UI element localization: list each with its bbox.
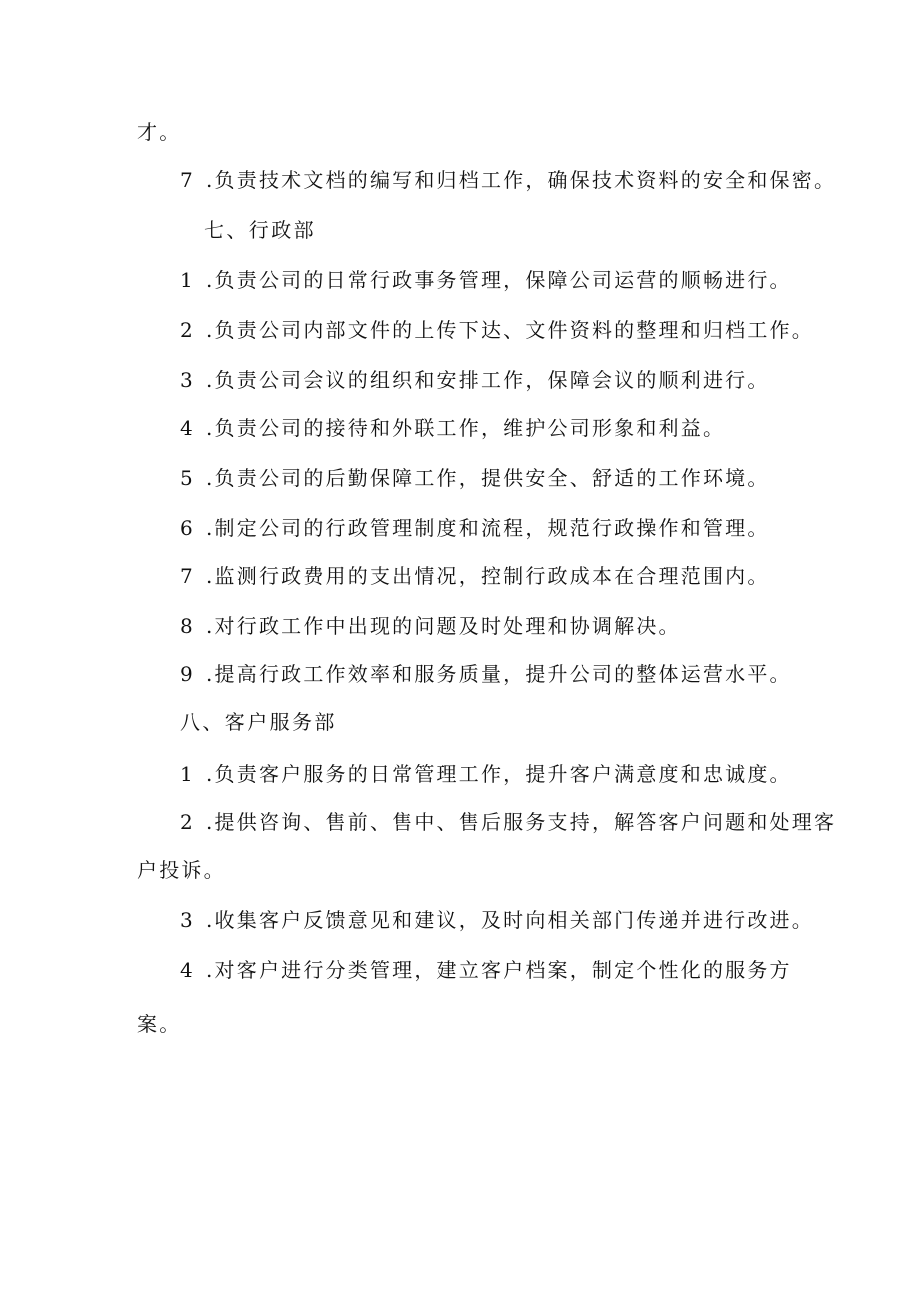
list-item-number: 9 — [180, 662, 195, 686]
list-item-number: 8 — [180, 614, 195, 638]
list-item-text: .对客户进行分类管理，建立客户档案，制定个性化的服务方 — [206, 958, 792, 982]
list-item — [180, 660, 792, 688]
list-item-text: .负责技术文档的编写和归档工作，确保技术资料的安全和保密。 — [206, 168, 837, 192]
list-item-continuation: 户投诉。 — [137, 858, 226, 882]
list-item-number: 1 — [180, 762, 195, 786]
list-item — [180, 316, 814, 344]
list-item-text: .对行政工作中出现的问题及时处理和协调解决。 — [206, 614, 681, 638]
list-item-number: 2 — [180, 318, 195, 342]
list-item-text: .负责公司的日常行政事务管理，保障公司运营的顺畅进行。 — [206, 268, 792, 292]
list-item — [180, 514, 770, 542]
list-item-number: 4 — [180, 416, 195, 440]
list-item — [180, 414, 725, 442]
list-item — [180, 612, 681, 640]
list-item-number: 5 — [180, 466, 195, 490]
list-item-continuation: 案。 — [137, 1012, 182, 1036]
list-item-number: 3 — [180, 368, 195, 392]
list-item-number: 4 — [180, 958, 195, 982]
list-item-text: .负责公司会议的组织和安排工作，保障会议的顺利进行。 — [206, 368, 770, 392]
list-item-text: .负责公司的后勤保障工作，提供安全、舒适的工作环境。 — [206, 466, 770, 490]
list-item — [180, 906, 814, 934]
section-heading-administration: 七、行政部 — [204, 218, 316, 242]
list-item — [180, 464, 770, 492]
list-item — [180, 562, 770, 590]
list-item-text: .收集客户反馈意见和建议，及时向相关部门传递并进行改进。 — [206, 908, 814, 932]
list-item-number: 7 — [180, 168, 195, 192]
list-item-number: 2 — [180, 810, 195, 834]
list-item-text: .制定公司的行政管理制度和流程，规范行政操作和管理。 — [206, 516, 770, 540]
list-item-number: 6 — [180, 516, 195, 540]
list-item — [180, 956, 792, 984]
list-item — [180, 808, 836, 836]
list-item-number: 7 — [180, 564, 195, 588]
list-item — [180, 166, 836, 194]
list-item-text: .负责客户服务的日常管理工作，提升客户满意度和忠诚度。 — [206, 762, 792, 786]
list-item-text: .负责公司内部文件的上传下达、文件资料的整理和归档工作。 — [206, 318, 814, 342]
section-heading-customer-service: 八、客户服务部 — [180, 710, 337, 734]
list-item-text: .提高行政工作效率和服务质量，提升公司的整体运营水平。 — [206, 662, 792, 686]
list-item-text: .提供咨询、售前、售中、售后服务支持，解答客户问题和处理客 — [206, 810, 837, 834]
list-item-text: .负责公司的接待和外联工作，维护公司形象和利益。 — [206, 416, 726, 440]
list-item-number: 3 — [180, 908, 195, 932]
list-item — [180, 760, 792, 788]
list-item — [180, 266, 792, 294]
list-item-text: .监测行政费用的支出情况，控制行政成本在合理范围内。 — [206, 564, 770, 588]
list-item — [180, 366, 770, 394]
paragraph-continuation: 才。 — [137, 120, 182, 144]
list-item-number: 1 — [180, 268, 195, 292]
